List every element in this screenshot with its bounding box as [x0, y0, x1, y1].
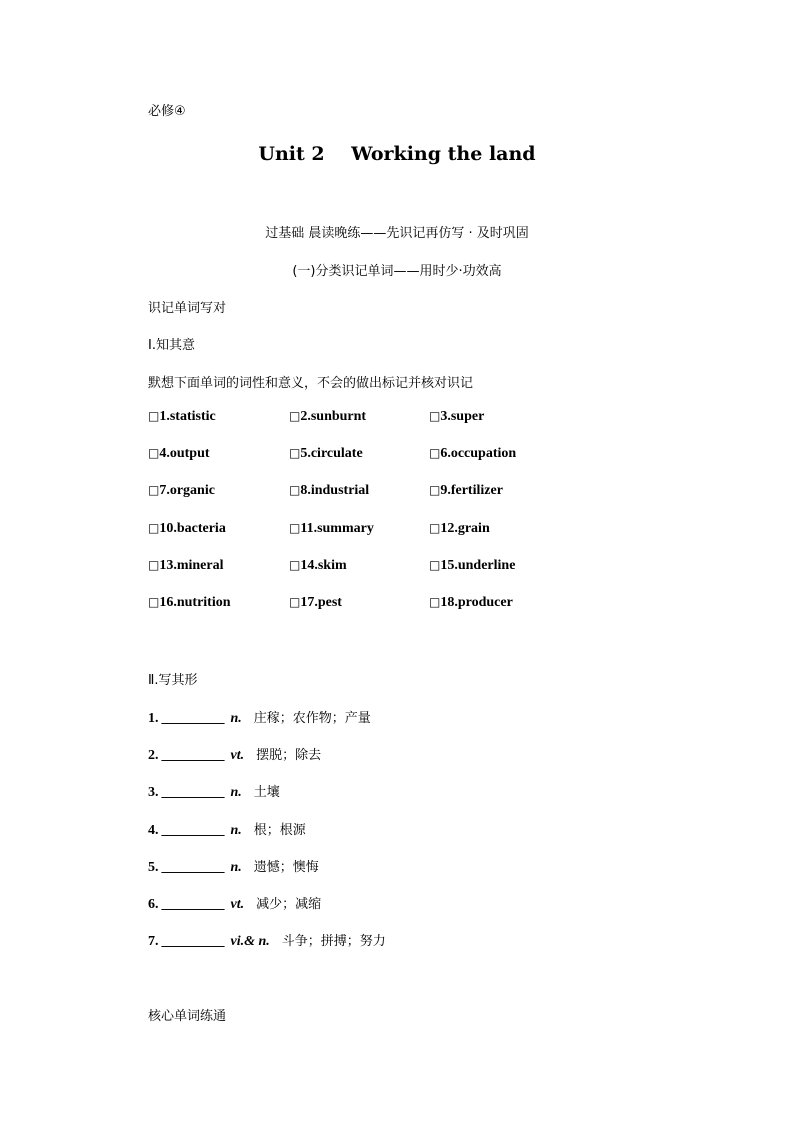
vocab-word [289, 446, 363, 462]
vocab-word [289, 409, 366, 425]
checkbox-icon[interactable]: □ [148, 409, 160, 423]
checkbox-icon[interactable]: □ [148, 595, 160, 609]
vocab-word-text: 12.grain [440, 520, 490, 536]
vocab-word-text: 8.industrial [300, 483, 370, 499]
checkbox-icon[interactable]: □ [429, 520, 441, 535]
meaning-text: 土壤 [253, 785, 280, 801]
part2-heading: Ⅱ.写其形 [148, 673, 198, 688]
item-number: 3. [148, 785, 159, 801]
vocab-word-text: 5.circulate [300, 446, 363, 462]
book-label: 必修④ [148, 104, 186, 119]
vocab-word-text: 4.output [159, 446, 210, 462]
checkbox-icon[interactable]: □ [429, 483, 441, 498]
part-of-speech: vt. [230, 897, 245, 912]
checkbox-icon[interactable]: □ [289, 520, 301, 535]
fill-item [148, 781, 280, 801]
part-of-speech: n. [230, 711, 242, 726]
vocab-word [429, 483, 503, 499]
fill-item [148, 819, 306, 839]
checkbox-icon[interactable]: □ [148, 520, 160, 535]
part-of-speech: n. [230, 822, 242, 838]
answer-blank[interactable]: _________ [161, 748, 225, 764]
vocab-word-text: 7.organic [159, 483, 215, 499]
section-heading-recognize: 识记单词写对 [148, 301, 227, 316]
vocab-word [148, 595, 231, 611]
part-of-speech: vi.& n. [230, 934, 270, 950]
vocab-word [148, 409, 216, 425]
checkbox-icon[interactable]: □ [289, 595, 301, 609]
item-number: 5. [148, 859, 159, 875]
vocab-word [289, 558, 347, 574]
meaning-text: 摆脱；除去 [256, 748, 322, 764]
unit-title: Unit 2 Working the land [258, 143, 536, 165]
checkbox-icon[interactable]: □ [429, 557, 441, 572]
meaning-text: 庄稼；农作物；产量 [253, 711, 371, 726]
vocab-word-text: 10.bacteria [159, 520, 226, 536]
answer-blank[interactable]: _________ [161, 785, 225, 801]
answer-blank[interactable]: _________ [161, 897, 225, 912]
checkbox-icon[interactable]: □ [148, 446, 160, 461]
fill-item [148, 856, 319, 876]
vocab-word [148, 521, 226, 537]
item-number: 6. [148, 897, 159, 912]
answer-blank[interactable]: _________ [161, 822, 225, 838]
item-number: 4. [148, 822, 159, 838]
vocab-word-text: 1.statistic [159, 409, 216, 424]
vocab-word [148, 446, 210, 462]
checkbox-icon[interactable]: □ [148, 557, 160, 572]
vocab-word [429, 595, 513, 611]
subtitle-vocab: (一)分类识记单词——用时少·功效高 [292, 264, 502, 279]
checkbox-icon[interactable]: □ [429, 595, 441, 609]
checkbox-icon[interactable]: □ [429, 446, 441, 461]
part-of-speech: n. [230, 859, 242, 875]
part1-heading: Ⅰ.知其意 [148, 338, 195, 353]
answer-blank[interactable]: _________ [161, 711, 225, 726]
section-heading-core: 核心单词练通 [148, 1009, 227, 1024]
vocab-word [429, 446, 516, 462]
meaning-text: 减少；减缩 [256, 897, 322, 912]
vocab-word [289, 521, 374, 537]
vocab-word-text: 2.sunburnt [300, 409, 367, 424]
fill-item [148, 893, 321, 913]
fill-item [148, 707, 371, 727]
answer-blank[interactable]: _________ [161, 934, 225, 950]
checkbox-icon[interactable]: □ [429, 409, 441, 423]
item-number: 7. [148, 934, 159, 950]
fill-item [148, 930, 386, 950]
vocab-word [429, 521, 490, 537]
vocab-word-text: 3.super [440, 409, 485, 424]
checkbox-icon[interactable]: □ [148, 483, 160, 498]
subtitle-practice: 过基础 晨读晚练——先识记再仿写 · 及时巩固 [265, 226, 529, 241]
vocab-word-text: 6.occupation [440, 446, 517, 462]
vocab-word-text: 13.mineral [159, 557, 224, 573]
part-of-speech: vt. [230, 748, 245, 764]
checkbox-icon[interactable]: □ [289, 409, 301, 423]
vocab-word [429, 409, 484, 425]
vocab-word-text: 14.skim [300, 557, 347, 573]
vocab-word-text: 15.underline [440, 557, 516, 573]
checkbox-icon[interactable]: □ [289, 483, 301, 498]
vocab-word-text: 18.producer [440, 595, 513, 610]
vocab-word [429, 558, 515, 574]
answer-blank[interactable]: _________ [161, 859, 225, 875]
meaning-text: 斗争；拼搏；努力 [281, 934, 386, 950]
fill-item [148, 744, 321, 764]
checkbox-icon[interactable]: □ [289, 557, 301, 572]
item-number: 1. [148, 711, 159, 726]
vocab-word-text: 11.summary [300, 520, 374, 536]
vocab-word [148, 558, 224, 574]
vocab-word-text: 17.pest [300, 595, 342, 610]
vocab-word [148, 483, 215, 499]
vocab-word-text: 16.nutrition [159, 595, 231, 610]
part-of-speech: n. [230, 785, 242, 801]
vocab-word-text: 9.fertilizer [440, 483, 503, 499]
meaning-text: 根；根源 [253, 822, 306, 838]
vocab-word [289, 595, 342, 611]
instruction-text: 默想下面单词的词性和意义，不会的做出标记并核对识记 [148, 376, 474, 391]
item-number: 2. [148, 748, 159, 764]
checkbox-icon[interactable]: □ [289, 446, 301, 461]
vocab-word [289, 483, 369, 499]
meaning-text: 遗憾；懊悔 [253, 859, 319, 875]
